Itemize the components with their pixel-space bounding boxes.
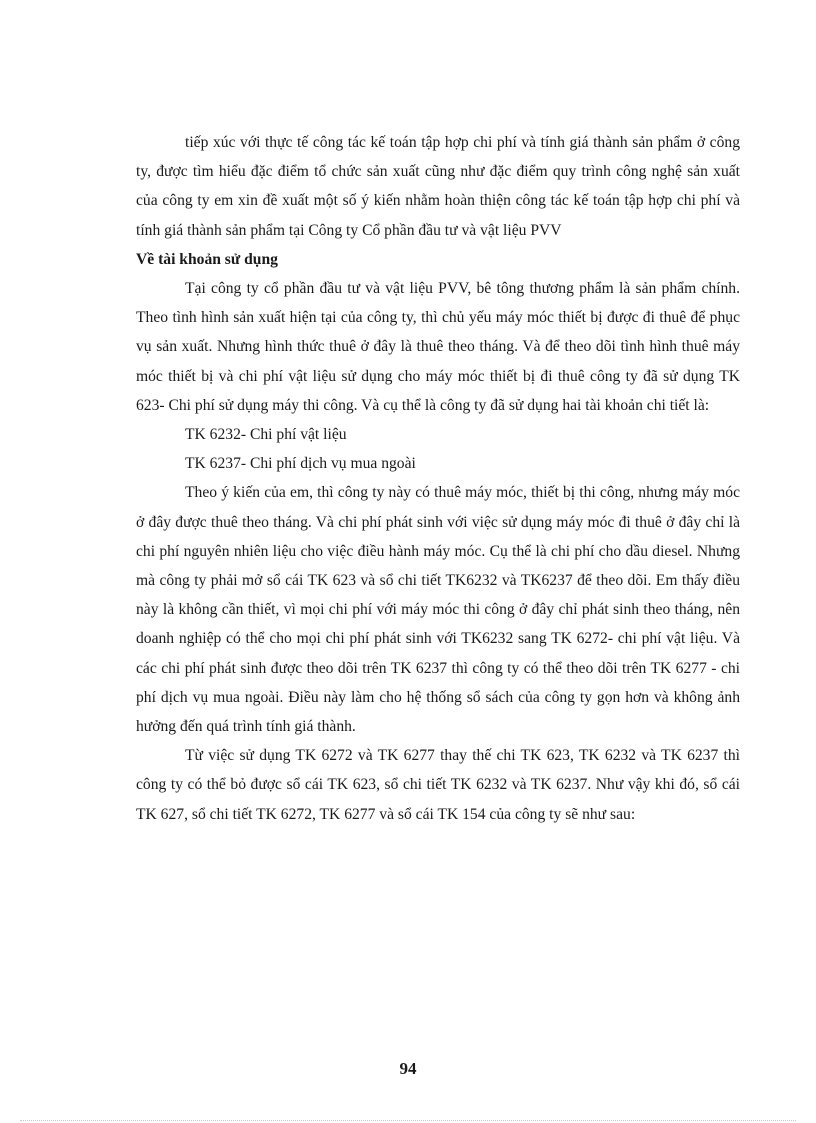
account-item-6237: TK 6237- Chi phí dịch vụ mua ngoài [185,455,416,473]
bottom-divider [20,1120,796,1121]
account-item-6232: TK 6232- Chi phí vật liệu [185,426,347,444]
paragraph-account-usage: Tại công ty cổ phần đầu tư và vật liệu PVV, bê tông thương phẩm là sản phẩm chính. Theo tình hình sản xuất hiện tại của công ty, thì chủ yếu máy móc thiết bị được đi thuê để phục vụ sản xuất. Nhưng hình thức thuê ở đây là thuê theo tháng. Và để theo dõi tình hình thuê máy móc thiết bị và chi phí vật liệu sử dụng cho máy móc thiết bị đi thuê công ty đã sử dụng TK 623- Chi phí sử dụng máy thi công. Và cụ thể là công ty đã sử dụng hai tài khoản chi tiết là: [136,280,740,414]
page-body [136,128,740,829]
paragraph-opinion: Theo ý kiến của em, thì công ty này có thuê máy móc, thiết bị thi công, nhưng máy móc ở đây được thuê theo tháng. Và chi phí phát sinh với việc sử dụng máy móc đi thuê ở đây chỉ là chi phí nguyên nhiên liệu cho việc điều hành máy móc. Cụ thể là chi phí cho dầu diesel. Nhưng mà công ty phải mở sổ cái TK 623 và sổ chi tiết TK6232 và TK6237 để theo dõi. Em thấy điều này là không cần thiết, vì mọi chi phí với máy móc thi công ở đây chỉ phát sinh theo tháng, nên doanh nghiệp có thể cho mọi chi phí phát sinh với TK6232 sang TK 6272- chi phí vật liệu. Và các chi phí phát sinh được theo dõi trên TK 6237 thì công ty có thể theo dõi trên TK 6277 - chi phí dịch vụ mua ngoài. Điều này làm cho hệ thống sổ sách của công ty gọn hơn và không ảnh hưởng đến quá trình tính giá thành. [136,484,740,736]
page-number: 94 [399,1059,417,1078]
section-heading: Về tài khoản sử dụng [136,250,278,268]
paragraph-intro: tiếp xúc với thực tế công tác kế toán tập hợp chi phí và tính giá thành sản phẩm ở công ty, được tìm hiểu đặc điểm tổ chức sản xuất cũng như đặc điểm quy trình công nghệ sản xuất của công ty em xin đề xuất một số ý kiến nhằm hoàn thiện công tác kế toán tập hợp chi phí và tính giá thành sản phẩm tại Công ty Cổ phần đầu tư và vật liệu PVV [136,134,740,239]
paragraph-conclusion: Từ việc sử dụng TK 6272 và TK 6277 thay thế chi TK 623, TK 6232 và TK 6237 thì công ty có thể bỏ được sổ cái TK 623, sổ chi tiết TK 6232 và TK 6237. Như vậy khi đó, sổ cái TK 627, sổ chi tiết TK 6272, TK 6277 và sổ cái TK 154 của công ty sẽ như sau: [136,747,740,823]
